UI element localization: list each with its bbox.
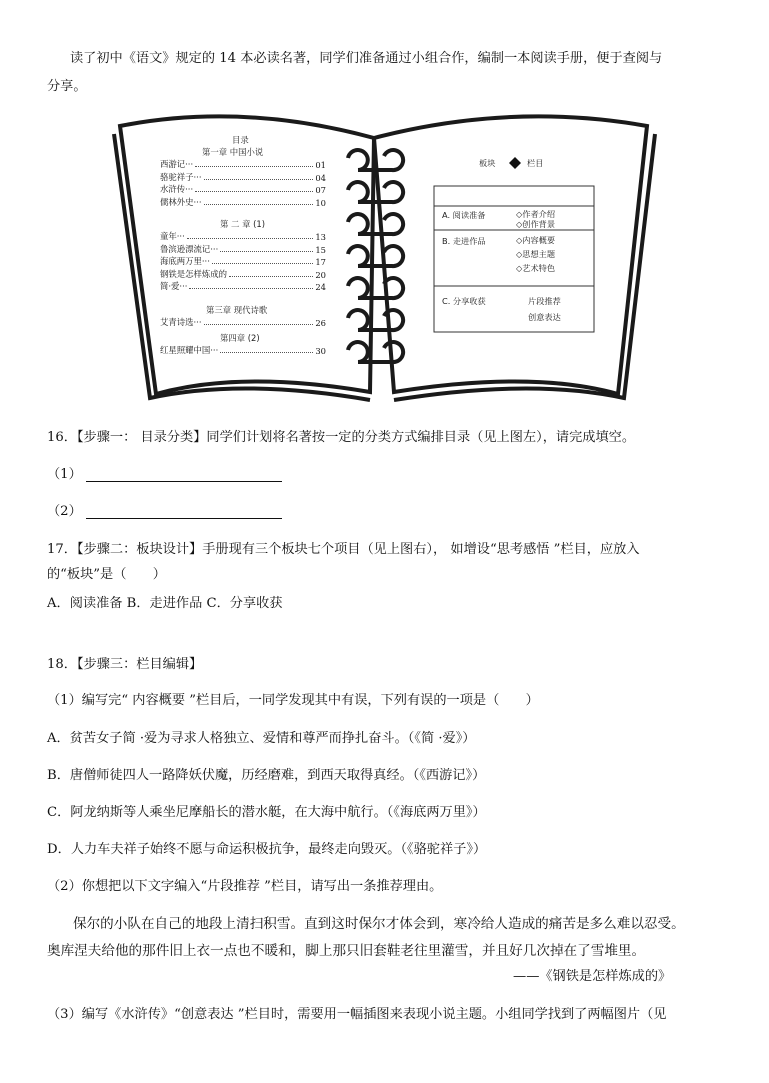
section-a-name: A. 阅读准备 xyxy=(442,210,486,220)
toc-title: 目录 xyxy=(232,135,249,145)
toc-entry xyxy=(160,243,326,255)
section-c-name: C. 分享收获 xyxy=(442,296,486,306)
q17-line-2: 的“板块”是（ ） xyxy=(47,567,166,582)
chapter-3-title: 第三章 现代诗歌 xyxy=(206,305,268,315)
intro-line-2: 分享。 xyxy=(47,79,87,94)
q16-blank-1-label: （1） xyxy=(47,467,82,482)
q18-sub-2: （2）你想把以下文字编入“片段推荐 ”栏目，请写出一条推荐理由。 xyxy=(47,879,443,894)
toc-entry-page: 13 xyxy=(315,232,326,242)
intro-line-1: 读了初中《语文》规定的 14 本必读名著，同学们准备通过小组合作，编制一本阅读手册，便于查阅与 xyxy=(70,51,663,66)
section-b-name: B. 走进作品 xyxy=(442,236,486,246)
chapter-4-title: 第四章 (2) xyxy=(220,333,260,343)
toc-entry xyxy=(160,183,326,195)
toc-leader-dots xyxy=(204,324,314,325)
toc-entry-page: 24 xyxy=(315,282,326,292)
toc-entry-name: 鲁滨逊漂流记··· xyxy=(160,243,219,254)
toc-leader-dots xyxy=(189,288,313,289)
q18-option-b: B．唐僧师徒四人一路降妖伏魔，历经磨难，到西天取得真经。（《西游记》） xyxy=(47,768,486,783)
toc-entry-name: 西游记··· xyxy=(160,159,194,169)
toc-entry xyxy=(160,280,326,292)
toc-entry-name: 水浒传··· xyxy=(160,184,194,194)
toc-leader-dots xyxy=(229,276,313,277)
section-b-item-1: ◇内容概要 xyxy=(516,235,556,245)
section-b-item-3: ◇艺术特色 xyxy=(516,263,556,273)
toc-leader-dots xyxy=(195,191,313,192)
q18-option-a: A．贫苦女子简 ·爱为寻求人格独立、爱情和尊严而挣扎奋斗。（《简 ·爱》） xyxy=(47,731,476,746)
q16-blank-2[interactable] xyxy=(47,500,282,519)
toc-entry-page: 20 xyxy=(315,269,326,280)
toc-entry-name: 海底两万里··· xyxy=(160,256,210,266)
section-a-item-2: ◇创作背景 xyxy=(516,219,556,229)
passage-line-2: 奥库涅夫给他的那件旧上衣一点也不暖和，脚上那只旧套鞋老往里灌雪，并且好几次掉在了雪堆里。 xyxy=(47,943,646,959)
toc-entry-page: 30 xyxy=(315,346,326,356)
toc-entry-page: 26 xyxy=(315,318,326,328)
q18-title: 18．【步骤三：栏目编辑】 xyxy=(47,657,203,672)
toc-entry xyxy=(160,171,326,183)
section-c-item-2: 创意表达 xyxy=(528,312,561,322)
q18-option-c: C．阿龙纳斯等人乘坐尼摩船长的潜水艇，在大海中航行。（《海底两万里》） xyxy=(47,805,486,820)
q16-answer-line-1[interactable] xyxy=(86,468,282,482)
toc-entry-name: 简·爱··· xyxy=(160,281,188,291)
toc-leader-dots xyxy=(204,179,314,180)
toc-entry-name: 童年··· xyxy=(160,231,185,241)
q17-line-1: 17．【步骤二：板块设计】手册现有三个板块七个项目（见上图右）， 如增设“思考感悟 ”栏目，应放入 xyxy=(47,542,640,557)
q18-sub-3: （3）编写《水浒传》“创意表达 ”栏目时，需要用一幅插图来表现小说主题。小组同学找到了两幅图片（见 xyxy=(47,1007,667,1022)
toc-entry-name: 红星照耀中国··· xyxy=(160,345,219,355)
toc-entry xyxy=(160,268,326,280)
toc-entry-name: 骆驼祥子··· xyxy=(160,171,202,182)
toc-entry xyxy=(160,196,326,208)
q18-sub-1: （1）编写完“ 内容概要 ”栏目后，一同学发现其中有误，下列有误的一项是（ ） xyxy=(47,693,539,708)
toc-entry xyxy=(160,344,326,356)
toc-leader-dots xyxy=(220,251,313,252)
toc-leader-dots xyxy=(187,238,314,239)
toc-entry-name: 钢铁是怎样炼成的 xyxy=(160,268,227,279)
passage-line-1: 保尔的小队在自己的地段上清扫积雪。直到这时保尔才体会到，寒冷给人造成的痛苦是多么难以忍受。 xyxy=(73,916,685,932)
toc-entry-page: 10 xyxy=(315,197,326,208)
toc-entry xyxy=(160,230,326,242)
passage-source: ——《钢铁是怎样炼成的》 xyxy=(513,969,672,984)
q16-blank-1[interactable] xyxy=(47,463,282,482)
toc-entry-page: 15 xyxy=(315,244,326,255)
toc-leader-dots xyxy=(220,352,313,353)
q18-option-d: D．人力车夫祥子始终不愿与命运积极抗争，最终走向毁灭。（《骆驼祥子》） xyxy=(47,842,487,857)
toc-entry-page: 01 xyxy=(315,160,326,170)
toc-leader-dots xyxy=(195,166,313,167)
toc-leader-dots xyxy=(204,204,314,205)
q17-options: A．阅读准备 B．走进作品 C．分享收获 xyxy=(47,596,283,611)
diamond-icon xyxy=(509,157,521,169)
section-b-item-2: ◇思想主题 xyxy=(516,249,556,259)
q16-answer-line-2[interactable] xyxy=(86,505,282,519)
panel-header-left: 板块 xyxy=(479,158,496,168)
section-c-item-1: 片段推荐 xyxy=(528,296,561,306)
chapter-2-title: 第 二 章 (1) xyxy=(220,219,265,229)
toc-leader-dots xyxy=(212,263,313,264)
toc-entry xyxy=(160,316,326,328)
toc-entry-page: 07 xyxy=(315,185,326,195)
q16-blank-2-label: （2） xyxy=(47,504,82,519)
notebook-illustration xyxy=(112,100,657,402)
panel-header-right: 栏目 xyxy=(527,158,544,168)
toc-entry xyxy=(160,158,326,170)
toc-entry-page: 04 xyxy=(315,172,326,183)
section-a-item-1: ◇作者介绍 xyxy=(516,209,556,219)
toc-entry xyxy=(160,255,326,267)
toc-entry-page: 17 xyxy=(315,257,326,267)
chapter-1-title: 第一章 中国小说 xyxy=(202,147,264,157)
q16-text: 16．【步骤一： 目录分类】同学们计划将名著按一定的分类方式编排目录（见上图左），请完成填空。 xyxy=(47,430,636,445)
toc-entry-name: 艾青诗选··· xyxy=(160,317,202,327)
toc-entry-name: 儒林外史··· xyxy=(160,196,202,207)
